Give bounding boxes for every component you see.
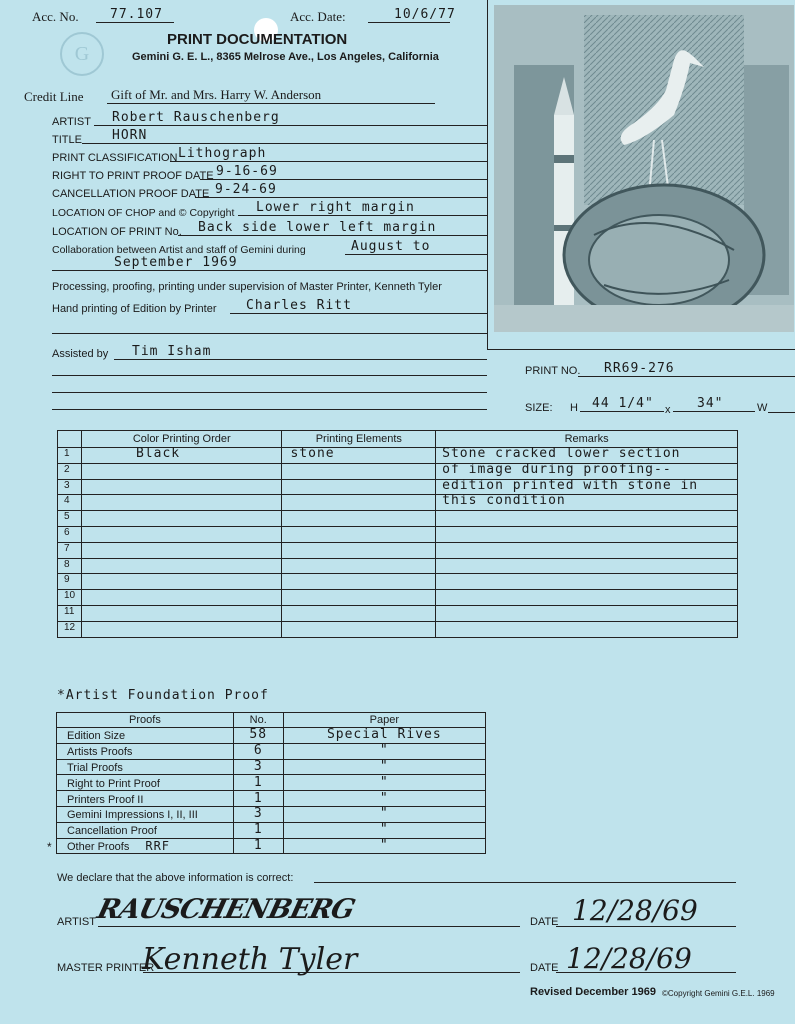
proofs-table-row: [57, 806, 486, 822]
color-row-color: Black: [81, 448, 282, 464]
proofs-table-row: [57, 759, 486, 775]
color-row-number: 6: [58, 526, 82, 542]
color-printing-table: [57, 430, 738, 638]
color-row-number: 3: [58, 479, 82, 495]
declaration-line: [314, 882, 736, 883]
hand-printing-label: Hand printing of Edition by Printer: [52, 303, 217, 315]
color-row-number: 2: [58, 463, 82, 479]
acc-date-value: 10/6/77: [368, 7, 450, 23]
proof-paper: ": [283, 759, 485, 775]
proofs-table-row: [57, 775, 486, 791]
color-table-header: Printing Elements: [282, 431, 436, 448]
gemini-address: Gemini G. E. L., 8365 Melrose Ave., Los Angeles, California: [132, 51, 439, 63]
color-row-number: 8: [58, 558, 82, 574]
color-row-color: [81, 542, 282, 558]
proof-count: 1: [233, 822, 283, 838]
color-row-element: [282, 621, 436, 637]
color-row-remark: edition printed with stone in: [436, 479, 738, 495]
color-row-number: 7: [58, 542, 82, 558]
size-w-label: W: [757, 402, 768, 414]
acc-no-value: 77.107: [96, 7, 174, 23]
proof-paper: ": [283, 822, 485, 838]
artist-value: Robert Rauschenberg: [94, 110, 487, 126]
proofs-table-row: [57, 791, 486, 807]
color-table-row: [58, 590, 738, 606]
print-no-value: RR69-276: [578, 361, 795, 377]
color-row-element: [282, 542, 436, 558]
color-row-remark: [436, 605, 738, 621]
master-printer-label: MASTER PRINTER: [57, 962, 155, 974]
master-printer-signature: Kenneth Tyler: [142, 942, 358, 977]
artist-signature-line: [98, 926, 520, 927]
proof-paper: ": [283, 775, 485, 791]
color-row-element: [282, 463, 436, 479]
color-row-remark: [436, 574, 738, 590]
classification-value: Lithograph: [170, 146, 487, 162]
proof-count: 1: [233, 791, 283, 807]
color-table-row: [58, 479, 738, 495]
color-row-element: [282, 590, 436, 606]
collaboration-value-2: September 1969: [52, 255, 487, 271]
chop-location-label: LOCATION OF CHOP and © Copyright: [52, 207, 235, 219]
hand-printing-value: Charles Ritt: [230, 298, 487, 314]
print-photo: [494, 5, 794, 332]
color-table-row: [58, 621, 738, 637]
classification-label: PRINT CLASSIFICATION: [52, 152, 178, 164]
print-no-location-label: LOCATION OF PRINT No.: [52, 226, 182, 238]
size-w-value: 34": [673, 396, 755, 412]
color-row-color: [81, 590, 282, 606]
printer-date-value: 12/28/69: [566, 942, 692, 975]
cancellation-date-value: 9-24-69: [195, 182, 487, 198]
color-row-remark: [436, 511, 738, 527]
proofs-table-header: Paper: [283, 713, 485, 728]
blank-line: [52, 392, 487, 393]
proof-count: 3: [233, 806, 283, 822]
proof-name: Artists Proofs: [67, 746, 133, 759]
color-row-remark: [436, 621, 738, 637]
gemini-logo: [60, 32, 104, 76]
blank-line: [52, 333, 487, 334]
proof-paper: ": [283, 838, 485, 854]
color-table-row: [58, 495, 738, 511]
color-row-element: stone: [282, 448, 436, 464]
color-table-row: [58, 448, 738, 464]
color-row-color: [81, 574, 282, 590]
color-table-header: Remarks: [436, 431, 738, 448]
proofs-table: [47, 712, 486, 854]
proof-name-cell: [57, 743, 234, 759]
proof-count: 1: [233, 775, 283, 791]
color-row-remark: [436, 558, 738, 574]
color-table-row: [58, 605, 738, 621]
color-row-color: [81, 605, 282, 621]
color-row-color: [81, 526, 282, 542]
color-row-number: 9: [58, 574, 82, 590]
color-row-remark: [436, 590, 738, 606]
color-table-row: [58, 558, 738, 574]
print-no-label: PRINT NO.: [525, 365, 581, 377]
printer-date-label: DATE: [530, 962, 559, 974]
color-table-corner: [58, 431, 82, 448]
proof-count: 58: [233, 728, 283, 744]
artist-date-label: DATE: [530, 916, 559, 928]
color-row-number: 5: [58, 511, 82, 527]
color-row-number: 12: [58, 621, 82, 637]
proofs-table-row: [57, 822, 486, 838]
proof-paper: ": [283, 791, 485, 807]
gemini-logo-text: G: [74, 43, 90, 65]
color-row-color: [81, 558, 282, 574]
proofs-table-row: [57, 728, 486, 744]
artist-signature-label: ARTIST: [57, 916, 96, 928]
color-table-header: Color Printing Order: [81, 431, 282, 448]
proofs-table-header: Proofs: [57, 713, 234, 728]
size-label: SIZE:: [525, 402, 553, 414]
proof-paper: ": [283, 806, 485, 822]
proof-name: Trial Proofs: [67, 761, 123, 774]
color-row-number: 11: [58, 605, 82, 621]
color-row-color: [81, 495, 282, 511]
proof-name: Printers Proof II: [67, 793, 144, 806]
title-value: HORN: [82, 128, 487, 144]
artist-signature: RAUSCHENBERG: [94, 894, 358, 925]
proof-name-cell: [57, 759, 234, 775]
color-row-number: 1: [58, 448, 82, 464]
revised-note: Revised December 1969: [530, 986, 656, 998]
proof-name-cell: [57, 806, 234, 822]
proof-name: Edition Size: [67, 730, 126, 743]
proofs-table-row: [57, 838, 486, 854]
color-row-element: [282, 526, 436, 542]
print-no-location-value: Back side lower left margin: [178, 220, 487, 236]
processing-text: Processing, proofing, printing under supervision of Master Printer, Kenneth Tyler: [52, 281, 442, 293]
color-row-element: [282, 511, 436, 527]
proof-count: 1: [233, 838, 283, 854]
color-row-color: [81, 511, 282, 527]
blank-line: [52, 375, 487, 376]
color-table-row: [58, 526, 738, 542]
credit-line-value: Gift of Mr. and Mrs. Harry W. Anderson: [107, 87, 435, 104]
title-label: TITLE: [52, 134, 82, 146]
color-row-remark: [436, 542, 738, 558]
proof-count: 6: [233, 743, 283, 759]
proof-name: Other Proofs: [67, 840, 130, 853]
artist-label: ARTIST: [52, 116, 91, 128]
rtp-date-label: RIGHT TO PRINT PROOF DATE: [52, 170, 214, 182]
proof-extra: RRF: [145, 838, 171, 853]
color-row-element: [282, 574, 436, 590]
color-row-element: [282, 558, 436, 574]
foundation-note: *Artist Foundation Proof: [57, 688, 269, 703]
size-w-line: [768, 412, 795, 413]
color-table-row: [58, 574, 738, 590]
color-table-row: [58, 463, 738, 479]
proof-name-cell: [47, 838, 234, 854]
proof-name: Right to Print Proof: [67, 777, 160, 790]
proofs-table-header: No.: [233, 713, 283, 728]
chop-location-value: Lower right margin: [238, 200, 487, 216]
blank-line: [52, 409, 487, 410]
proofs-table-row: [57, 743, 486, 759]
credit-line-row: [24, 88, 84, 106]
color-table-row: [58, 511, 738, 527]
proof-name-cell: [57, 822, 234, 838]
rtp-date-value: 9-16-69: [200, 164, 487, 180]
proof-paper: ": [283, 743, 485, 759]
color-row-element: [282, 479, 436, 495]
size-h-value: 44 1/4": [580, 396, 664, 412]
color-row-number: 10: [58, 590, 82, 606]
color-row-remark: Stone cracked lower section: [436, 448, 738, 464]
proof-star: *: [47, 839, 52, 854]
color-row-element: [282, 495, 436, 511]
proof-name: Cancellation Proof: [67, 825, 157, 838]
assisted-by-value: Tim Isham: [114, 344, 487, 360]
artist-date-value: 12/28/69: [572, 894, 698, 927]
color-row-color: [81, 621, 282, 637]
color-table-row: [58, 542, 738, 558]
collaboration-label: Collaboration between Artist and staff of Gemini during: [52, 244, 306, 256]
collaboration-value-1: August to: [345, 239, 487, 255]
proof-name: Gemini Impressions I, II, III: [67, 809, 198, 822]
color-row-color: [81, 463, 282, 479]
proof-name-cell: [57, 728, 234, 744]
proof-paper: Special Rives: [283, 728, 485, 744]
declaration-text: We declare that the above information is correct:: [57, 872, 294, 884]
color-row-element: [282, 605, 436, 621]
proof-count: 3: [233, 759, 283, 775]
acc-date-label: Acc. Date:: [290, 9, 346, 24]
proof-name-cell: [57, 791, 234, 807]
color-row-remark: [436, 526, 738, 542]
color-row-color: [81, 479, 282, 495]
credit-line-label: Credit Line: [24, 89, 84, 104]
cancellation-date-label: CANCELLATION PROOF DATE: [52, 188, 210, 200]
assisted-by-label: Assisted by: [52, 348, 109, 360]
size-x-label: x: [665, 404, 671, 416]
size-h-label: H: [570, 402, 578, 414]
color-row-number: 4: [58, 495, 82, 511]
color-row-remark: of image during proofing--: [436, 463, 738, 479]
copyright-note: ©Copyright Gemini G.E.L. 1969: [662, 989, 775, 998]
color-row-remark: this condition: [436, 495, 738, 511]
acc-no-label: Acc. No.: [32, 9, 79, 24]
proof-name-cell: [57, 775, 234, 791]
page-title: PRINT DOCUMENTATION: [167, 31, 348, 48]
